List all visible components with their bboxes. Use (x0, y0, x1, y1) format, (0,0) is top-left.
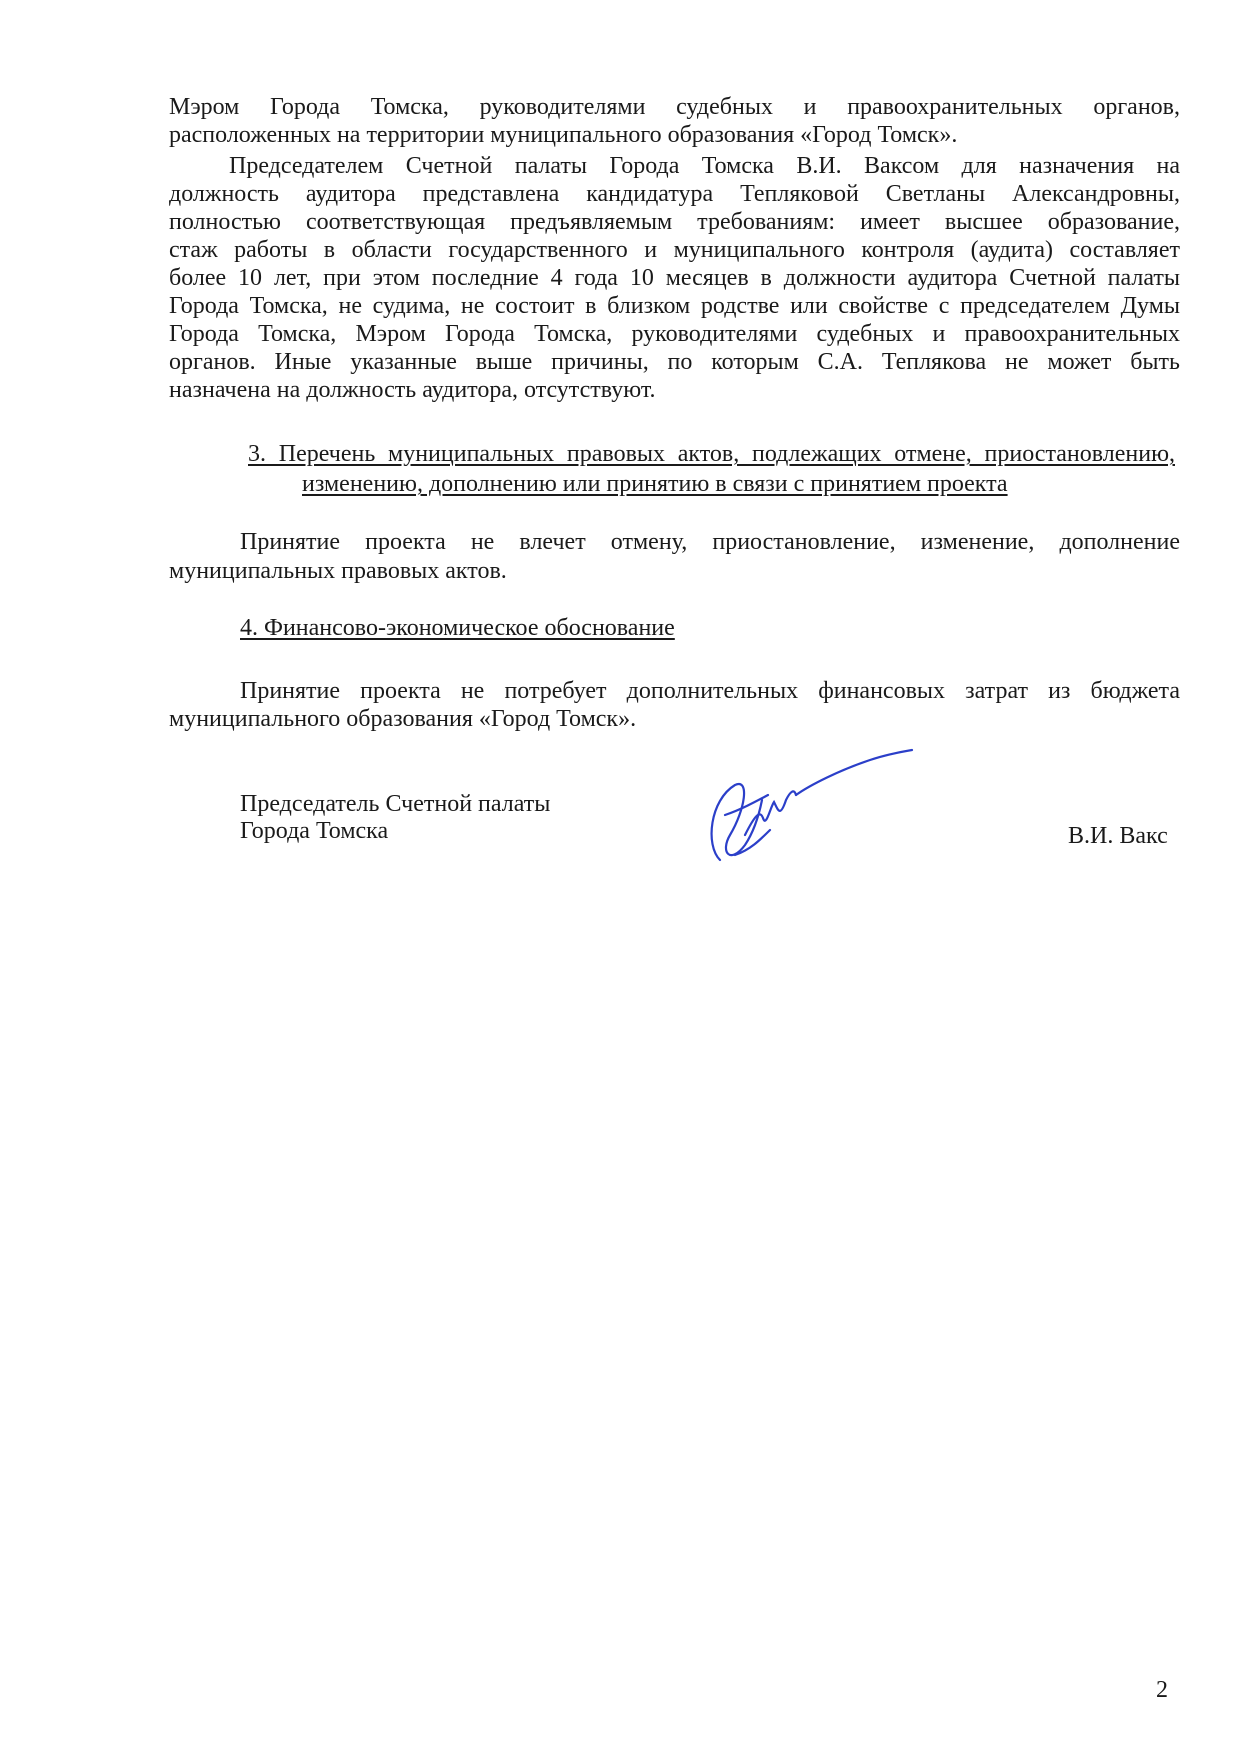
text-line: должность аудитора представлена кандидатура Тепляковой Светланы Александровны, (169, 181, 1180, 207)
text-line: Принятие проекта не потребует дополнительных финансовых затрат из бюджета (240, 678, 1180, 704)
text-line: Города Томска, не судима, не состоит в близком родстве или свойстве с председателем Думы (169, 293, 1180, 319)
text-line: муниципального образования «Город Томск». (169, 706, 637, 732)
signatory-name: В.И. Вакс (1068, 823, 1168, 849)
text-line: стаж работы в области государственного и муниципального контроля (аудита) составляет (169, 237, 1180, 263)
section-3-heading: 3. Перечень муниципальных правовых актов, подлежащих отмене, приостановлению, (248, 441, 1175, 467)
text-line: Города Томска, Мэром Города Томска, руководителями судебных и правоохранительных (169, 321, 1180, 347)
section-3-heading: изменению, дополнению или принятию в связи с принятием проекта (302, 471, 1008, 497)
text-line: Мэром Города Томска, руководителями судебных и правоохранительных органов, (169, 94, 1180, 120)
text-line: расположенных на территории муниципального образования «Город Томск». (169, 122, 958, 148)
signatory-position: Города Томска (240, 818, 389, 844)
text-line: органов. Иные указанные выше причины, по которым С.А. Теплякова не может быть (169, 349, 1180, 375)
text-line: более 10 лет, при этом последние 4 года 10 месяцев в должности аудитора Счетной палаты (169, 265, 1180, 291)
text-line: Принятие проекта не влечет отмену, приостановление, изменение, дополнение (240, 529, 1180, 555)
signatory-position: Председатель Счетной палаты (240, 791, 551, 817)
text-line: муниципальных правовых актов. (169, 558, 507, 584)
text-line: назначена на должность аудитора, отсутствуют. (169, 377, 656, 403)
text-line: полностью соответствующая предъявляемым требованиям: имеет высшее образование, (169, 209, 1180, 235)
page-number: 2 (1156, 1677, 1168, 1703)
text-line: Председателем Счетной палаты Города Томска В.И. Ваксом для назначения на (229, 153, 1180, 179)
handwritten-signature (700, 740, 920, 875)
section-4-heading: 4. Финансово-экономическое обоснование (240, 615, 675, 641)
